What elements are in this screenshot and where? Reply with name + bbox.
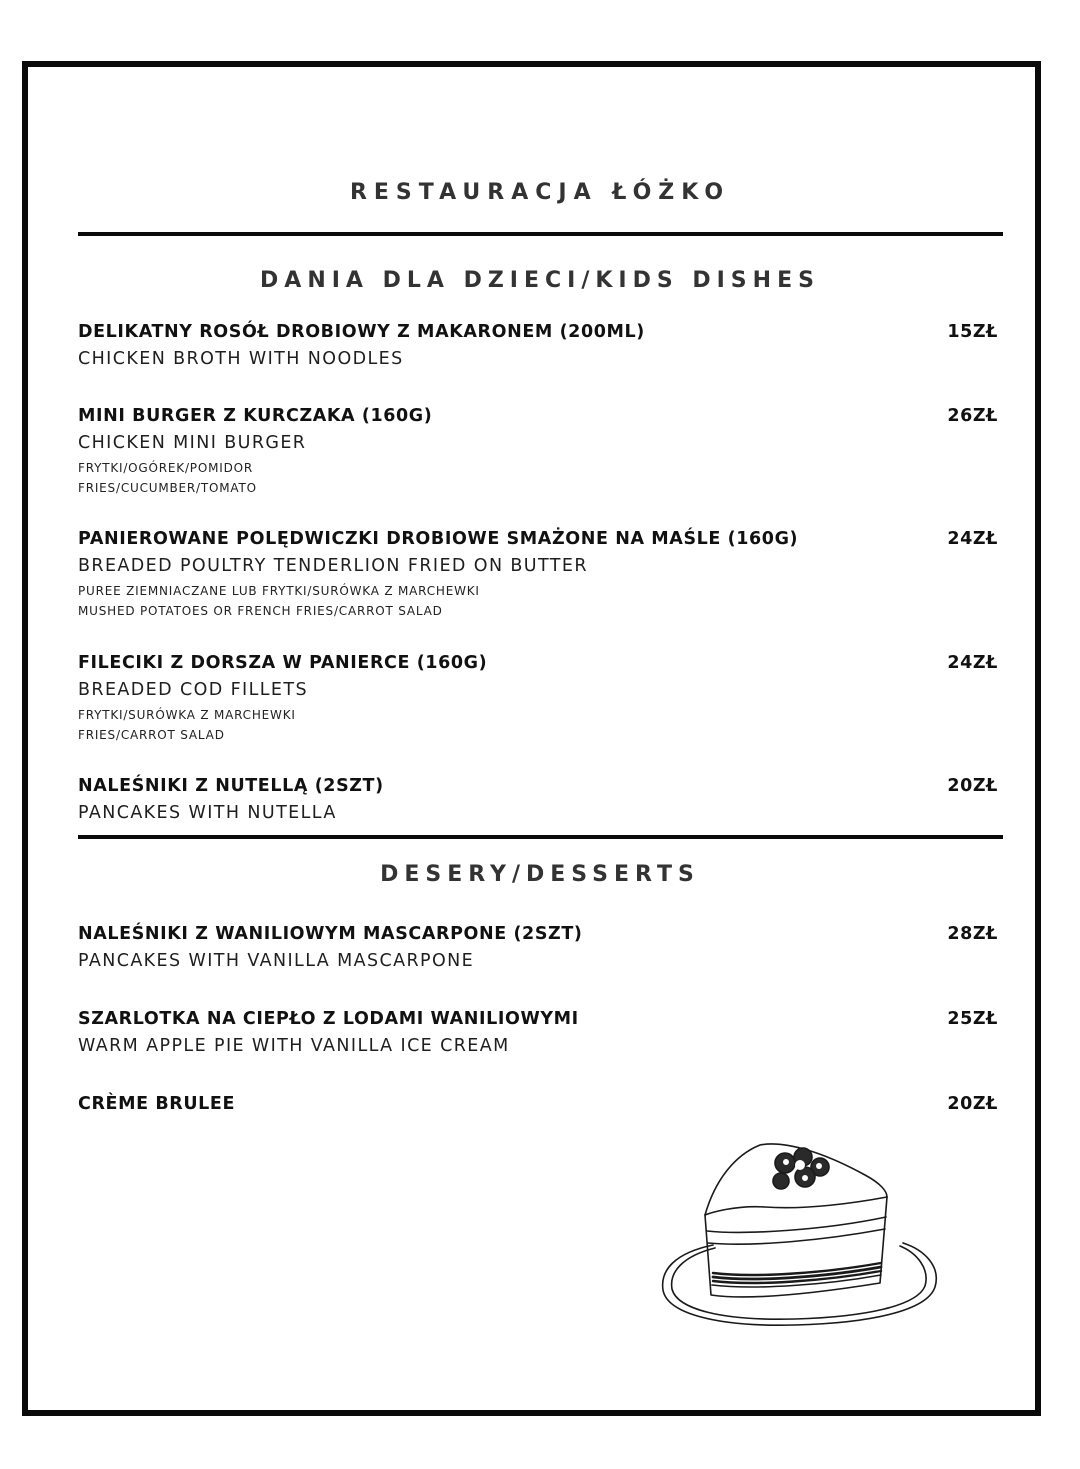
item-price: 24ZŁ: [947, 653, 998, 673]
item-name-en: PANCAKES WITH VANILLA MASCARPONE: [78, 951, 475, 971]
item-side-pl: FRYTKI/SURÓWKA Z MARCHEWKI: [78, 708, 296, 722]
menu-item: [78, 921, 998, 976]
item-side-pl: FRYTKI/OGÓREK/POMIDOR: [78, 461, 254, 475]
divider-top: [78, 232, 1003, 236]
menu-item: [78, 319, 998, 374]
item-price: 26ZŁ: [947, 406, 998, 426]
section-title-desserts: DESERY/DESSERTS: [380, 862, 700, 887]
item-price: 20ZŁ: [947, 1094, 998, 1114]
menu-item: [78, 526, 998, 621]
item-name: PANIEROWANE POLĘDWICZKI DROBIOWE SMAŻONE NA MAŚLE (160G): [78, 529, 799, 549]
cake-slice-icon: [655, 1135, 950, 1335]
item-name-en: WARM APPLE PIE WITH VANILLA ICE CREAM: [78, 1036, 510, 1056]
item-name-en: BREADED COD FILLETS: [78, 680, 308, 700]
item-name-en: CHICKEN MINI BURGER: [78, 433, 307, 453]
item-side-en: FRIES/CUCUMBER/TOMATO: [78, 481, 257, 495]
menu-item: [78, 1091, 998, 1117]
item-price: 28ZŁ: [947, 924, 998, 944]
item-side-pl: PUREE ZIEMNIACZANE LUB FRYTKI/SURÓWKA Z MARCHEWKI: [78, 584, 480, 598]
item-price: 15ZŁ: [947, 322, 998, 342]
menu-item: [78, 403, 998, 498]
item-price: 24ZŁ: [947, 529, 998, 549]
item-name: CRÈME BRULEE: [78, 1094, 236, 1114]
item-price: 25ZŁ: [947, 1009, 998, 1029]
item-name: SZARLOTKA NA CIEPŁO Z LODAMI WANILIOWYMI: [78, 1009, 579, 1029]
item-name: NALEŚNIKI Z NUTELLĄ (2SZT): [78, 776, 384, 796]
item-name-en: PANCAKES WITH NUTELLA: [78, 803, 337, 823]
menu-item: [78, 773, 998, 828]
item-name: MINI BURGER Z KURCZAKA (160G): [78, 406, 433, 426]
section-title-kids: DANIA DLA DZIECI/KIDS DISHES: [260, 268, 820, 293]
item-name: NALEŚNIKI Z WANILIOWYM MASCARPONE (2SZT): [78, 924, 583, 944]
divider-middle: [78, 835, 1003, 839]
menu-item: [78, 1006, 998, 1061]
item-side-en: MUSHED POTATOES OR FRENCH FRIES/CARROT SALAD: [78, 604, 443, 618]
restaurant-name: RESTAURACJA ŁÓŻKO: [349, 180, 731, 205]
item-price: 20ZŁ: [947, 776, 998, 796]
item-name: FILECIKI Z DORSZA W PANIERCE (160G): [78, 653, 488, 673]
item-name-en: CHICKEN BROTH WITH NOODLES: [78, 349, 404, 369]
item-name-en: BREADED POULTRY TENDERLION FRIED ON BUTTER: [78, 556, 588, 576]
menu-item: [78, 650, 998, 745]
item-name: DELIKATNY ROSÓŁ DROBIOWY Z MAKARONEM (200ML): [78, 322, 645, 342]
item-side-en: FRIES/CARROT SALAD: [78, 728, 225, 742]
